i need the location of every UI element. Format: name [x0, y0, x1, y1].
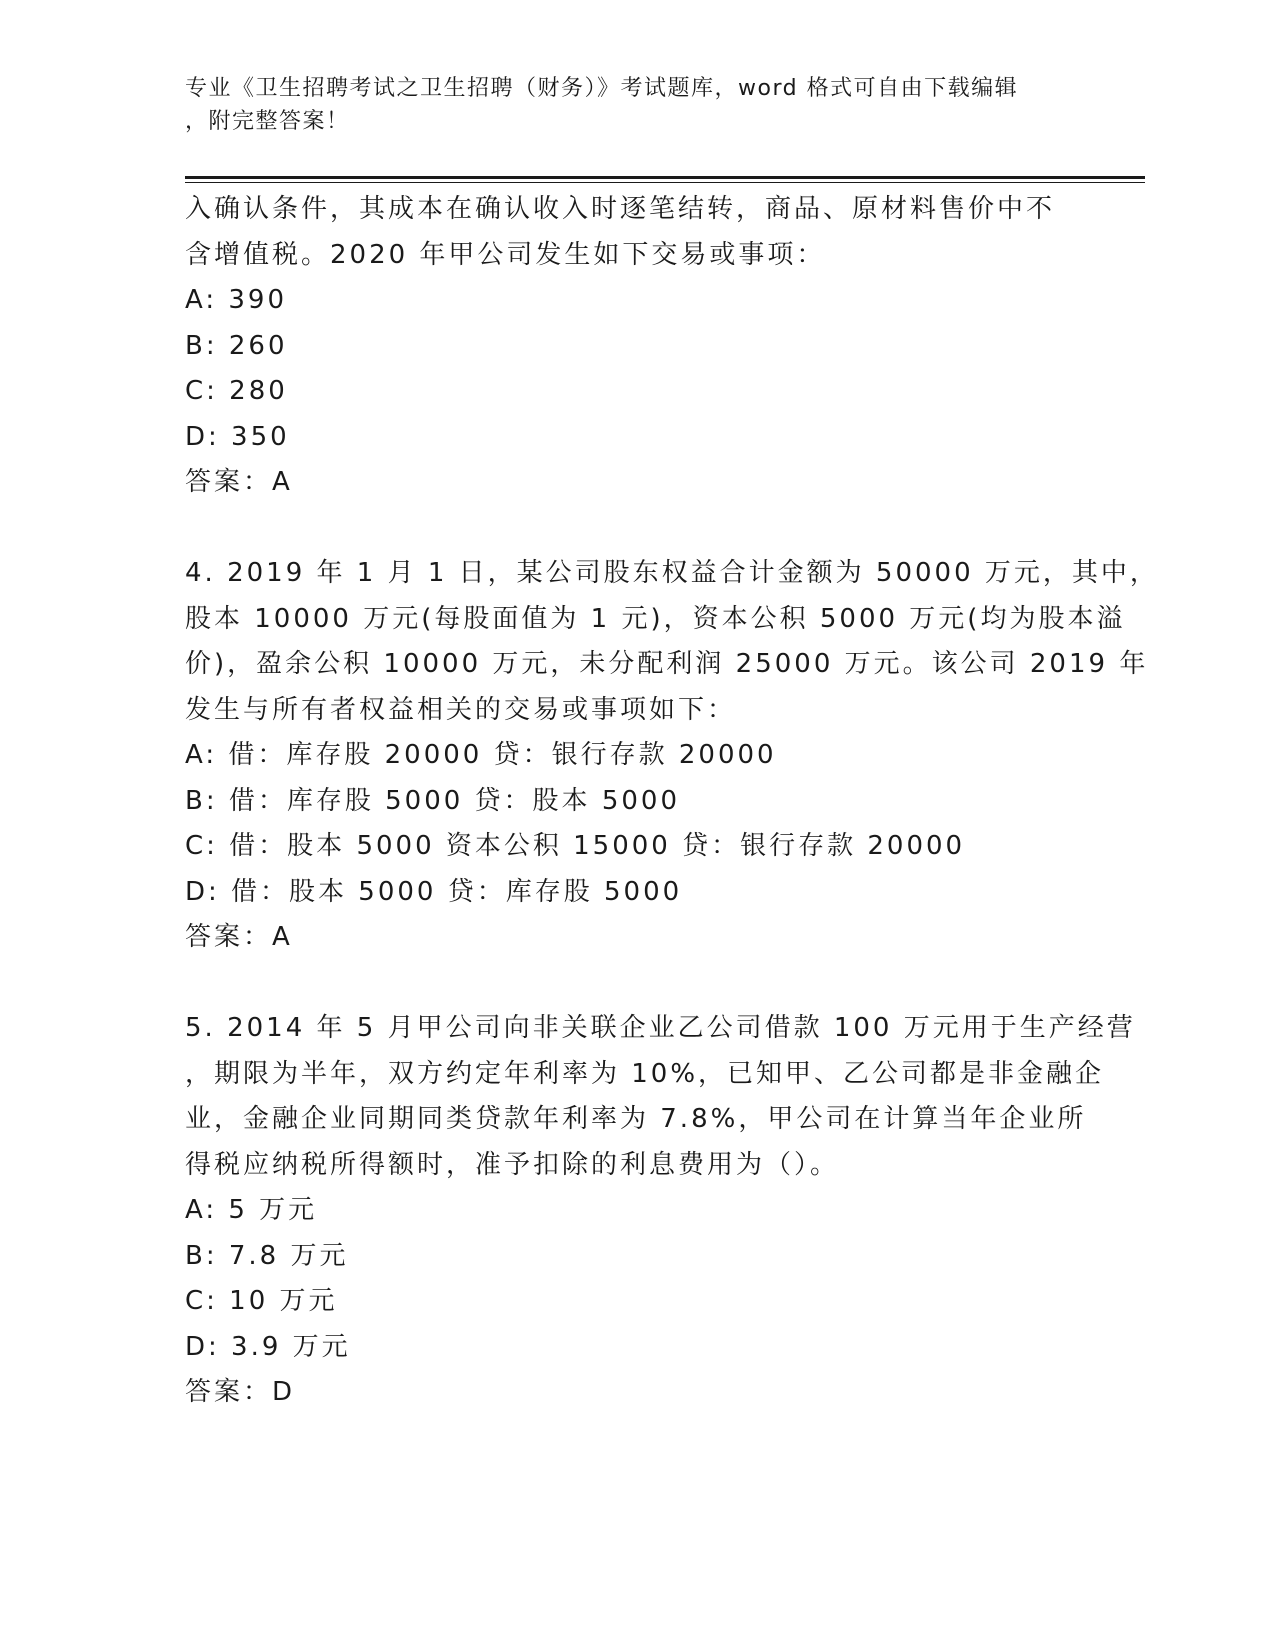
spacer	[185, 961, 1085, 1007]
header-rule-thin	[185, 182, 1145, 183]
question-stem-line: 入确认条件，其成本在确认收入时逐笔结转，商品、原材料售价中不	[185, 194, 1056, 224]
answer-line: 答案：D	[185, 1377, 296, 1407]
option-a: A: 5 万元	[185, 1195, 318, 1225]
question-stem-line: 发生与所有者权益相关的交易或事项如下：	[185, 694, 737, 725]
option-d: D: 3.9 万元	[185, 1331, 351, 1362]
spacer	[185, 506, 1085, 552]
option-a: A: 借：库存股 20000 贷：银行存款 20000	[185, 740, 777, 770]
answer-line: 答案：A	[185, 467, 293, 497]
question-stem-line: 得税应纳税所得额时，准予扣除的利息费用为（）。	[185, 1149, 840, 1180]
question-stem-line: 含增值税。2020 年甲公司发生如下交易或事项：	[185, 239, 826, 270]
question-stem-line: 4. 2019 年 1 月 1 日，某公司股东权益合计金额为 50000 万元，其中，	[185, 558, 1159, 588]
question-stem-line: ，期限为半年，双方约定年利率为 10%，已知甲、乙公司都是非金融企	[185, 1058, 1105, 1089]
document-header	[185, 72, 1065, 138]
header-line-1: 专业《卫生招聘考试之卫生招聘（财务）》考试题库，word 格式可自由下载编辑	[185, 76, 1019, 101]
header-line-2: ，附完整答案！	[185, 109, 350, 134]
option-b: B: 260	[185, 330, 288, 361]
option-b: B: 7.8 万元	[185, 1240, 349, 1271]
option-c: C: 借：股本 5000 资本公积 15000 贷：银行存款 20000	[185, 831, 966, 861]
option-d: D: 350	[185, 421, 290, 452]
option-a: A: 390	[185, 285, 287, 315]
answer-line: 答案：A	[185, 922, 293, 952]
option-d: D: 借：股本 5000 贷：库存股 5000	[185, 876, 683, 907]
question-stem-line: 业，金融企业同期同类贷款年利率为 7.8%，甲公司在计算当年企业所	[185, 1104, 1087, 1134]
question-stem-line: 5. 2014 年 5 月甲公司向非关联企业乙公司借款 100 万元用于生产经营	[185, 1013, 1136, 1043]
header-rule-thick	[185, 176, 1145, 179]
question-stem-line: 股本 10000 万元(每股面值为 1 元)，资本公积 5000 万元(均为股本溢	[185, 603, 1126, 634]
option-b: B: 借：库存股 5000 贷：股本 5000	[185, 785, 680, 816]
question-3	[185, 187, 1085, 506]
question-stem-line: 价)，盈余公积 10000 万元，未分配利润 25000 万元。该公司 2019 年	[185, 649, 1149, 679]
question-5	[185, 1006, 1136, 1416]
question-4	[185, 551, 1159, 961]
document-body	[185, 187, 1159, 1416]
option-c: C: 10 万元	[185, 1286, 338, 1316]
option-c: C: 280	[185, 376, 288, 406]
